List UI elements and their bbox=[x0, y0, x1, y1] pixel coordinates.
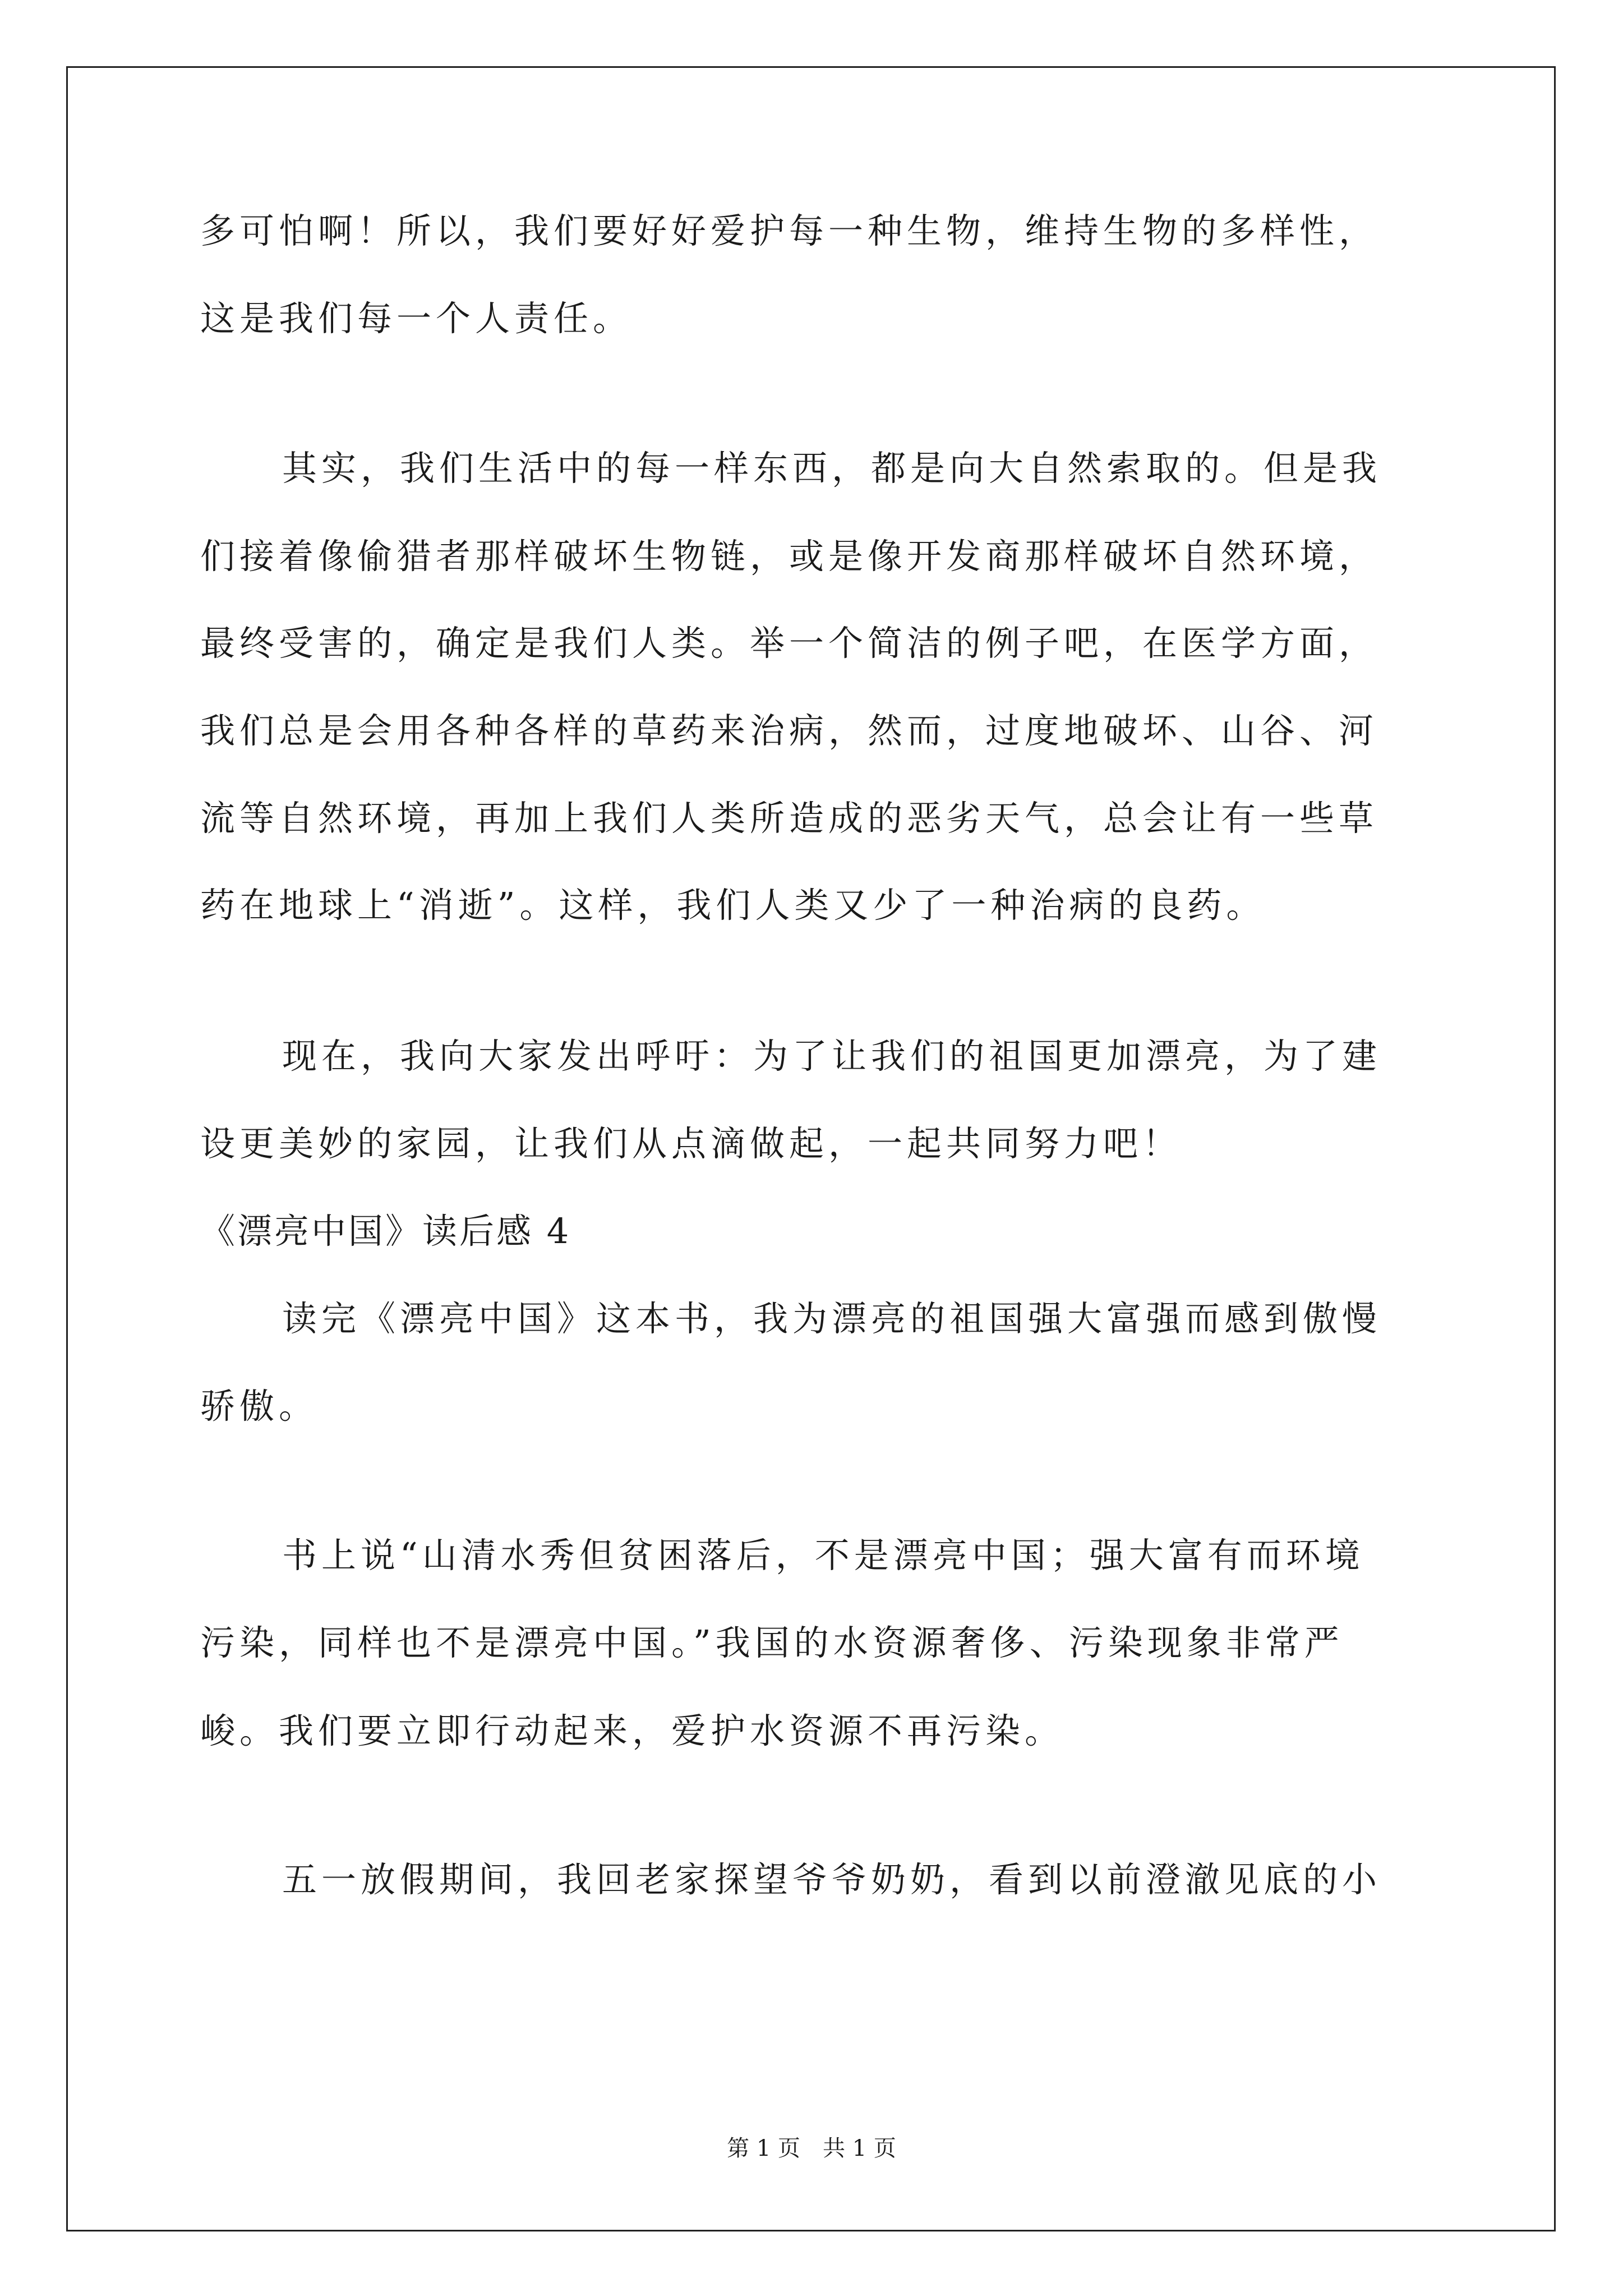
text-line: 骄傲。 bbox=[200, 1386, 319, 1427]
section-heading: 《漂亮中国》读后感 4 bbox=[200, 1211, 571, 1251]
text-line: 多可怕啊！所以，我们要好好爱护每一种生物，维持生物的多样性， bbox=[200, 210, 1378, 251]
text-line: 设更美妙的家园，让我们从点滴做起，一起共同努力吧！ bbox=[200, 1123, 1182, 1164]
text-line: 这是我们每一个人责任。 bbox=[200, 298, 633, 339]
text-line: 现在，我向大家发出呼吁：为了让我们的祖国更加漂亮，为了建 bbox=[282, 1036, 1382, 1076]
text-line: 最终受害的，确定是我们人类。举一个简洁的例子吧，在医学方面， bbox=[200, 623, 1378, 664]
text-line: 峻。我们要立即行动起来，爱护水资源不再污染。 bbox=[200, 1710, 1064, 1751]
text-line: 五一放假期间，我回老家探望爷爷奶奶，看到以前澄澈见底的小 bbox=[282, 1859, 1382, 1900]
text-line: 们接着像偷猎者那样破坏生物链，或是像开发商那样破坏自然环境， bbox=[200, 536, 1378, 577]
text-line: 读完《漂亮中国》这本书，我为漂亮的祖国强大富强而感到傲慢 bbox=[282, 1298, 1382, 1339]
text-line: 流等自然环境，再加上我们人类所造成的恶劣天气，总会让有一些草 bbox=[200, 798, 1378, 839]
page-footer: 第 1 页 共 1 页 bbox=[727, 2136, 896, 2161]
text-line: 污染，同样也不是漂亮中国。”我国的水资源奢侈、污染现象非常严 bbox=[200, 1622, 1344, 1663]
text-line: 我们总是会用各种各样的草药来治病，然而，过度地破坏、山谷、河 bbox=[200, 710, 1378, 751]
text-line: 其实，我们生活中的每一样东西，都是向大自然索取的。但是我 bbox=[282, 448, 1382, 489]
text-line: 书上说“山清水秀但贫困落后，不是漂亮中国；强大富有而环境 bbox=[282, 1535, 1364, 1576]
text-line: 药在地球上“消逝”。这样，我们人类又少了一种治病的良药。 bbox=[200, 885, 1266, 926]
